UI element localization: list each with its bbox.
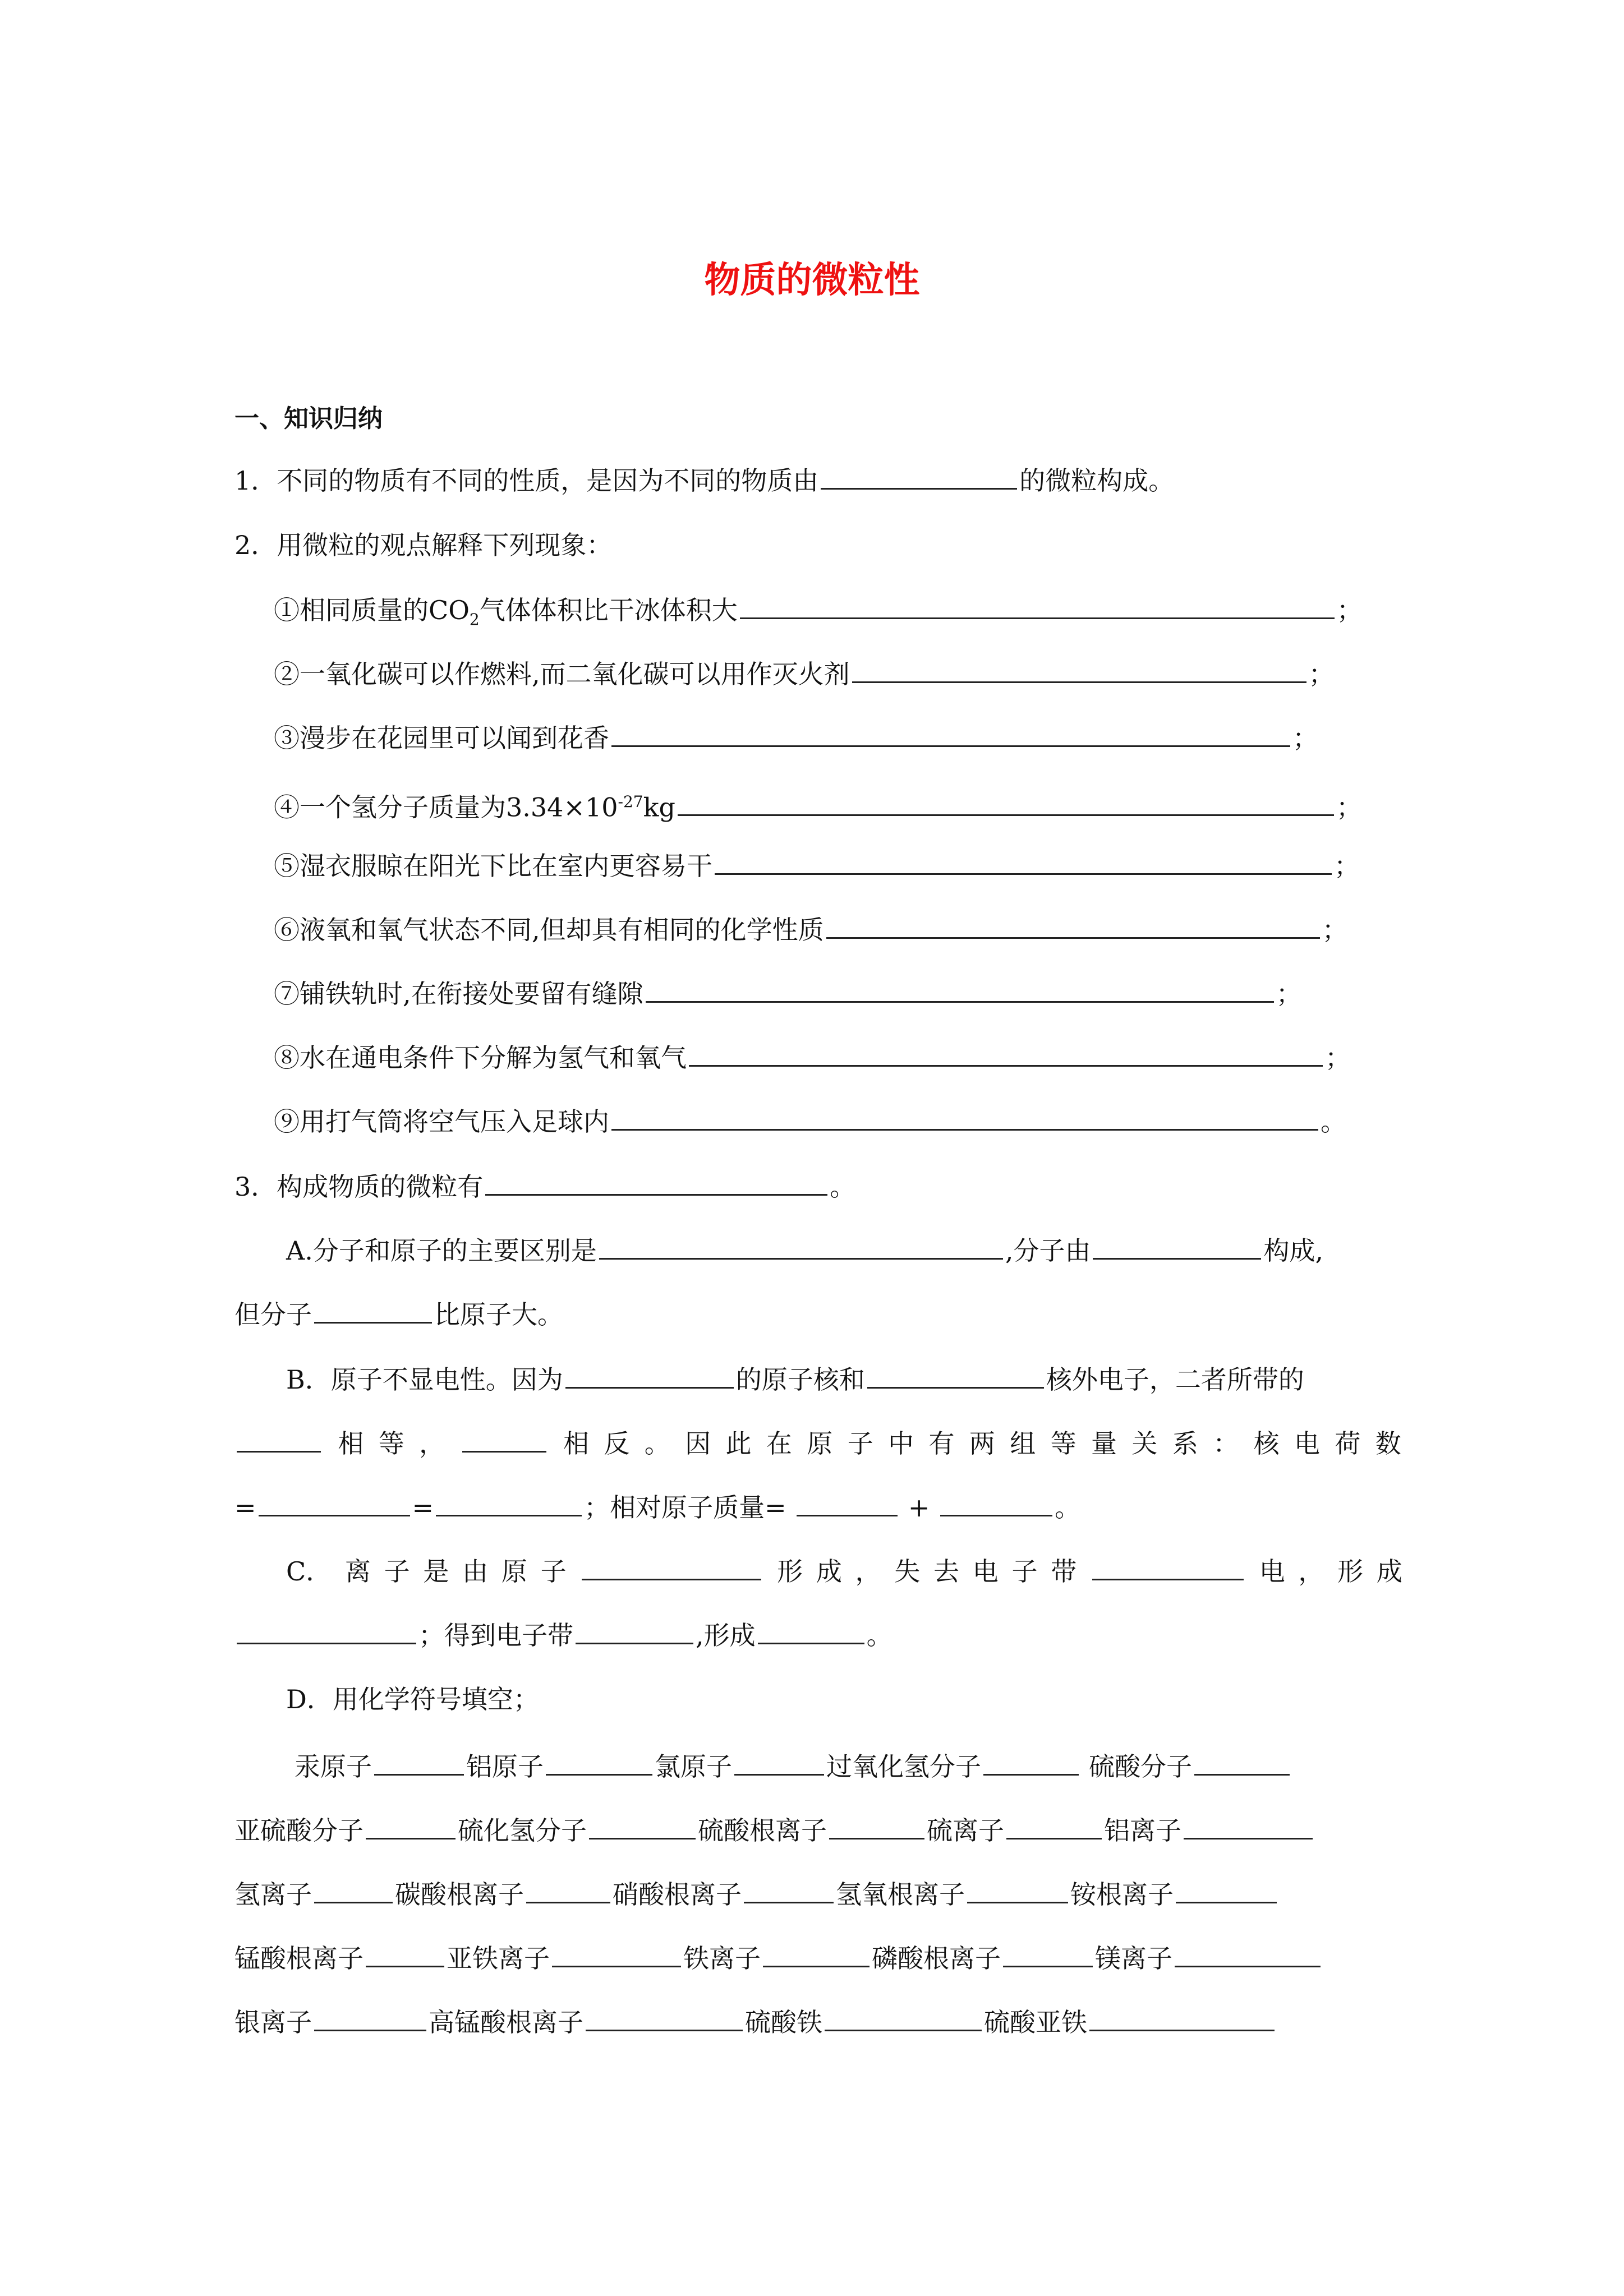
answer-blank[interactable] [1175,1942,1321,1967]
part-a-text: ,分子由 [1005,1235,1091,1266]
symbol-item [745,2002,984,2039]
char: 形 [777,1556,803,1587]
item-text: ②一氧化碳可以作燃料,而二氧化碳可以用作灭火剂 [274,659,850,689]
char: 因 [685,1428,711,1459]
char: 原 [807,1428,833,1459]
symbol-item [234,1874,395,1911]
symbol-item [872,1938,1095,1975]
q2-item-6 [274,913,1348,947]
item-label: 镁离子 [1095,1943,1172,1974]
symbol-item [1095,1938,1323,1975]
answer-blank[interactable] [967,1878,1068,1903]
char: 量 [1091,1428,1117,1459]
symbol-item [429,2002,745,2039]
q2-item-8 [274,1041,1351,1075]
unit: kg [643,792,675,823]
page-title: 物质的微粒性 [704,260,920,301]
item-label: 磷酸根离子 [872,1943,1001,1974]
char: 。 [644,1428,670,1459]
item-label: 硫酸铁 [745,2007,822,2037]
item-text: ⑦铺铁轨时,在衔接处要留有缝隙 [274,979,643,1009]
answer-blank[interactable] [825,2006,982,2031]
char: 离 [344,1556,371,1587]
char: 数 [1375,1428,1401,1459]
punct: ； [1336,792,1362,823]
part-b-text: 核外电子，二者所带的 [1046,1364,1304,1395]
question-2-lead: 2．用微粒的观点解释下列现象： [234,530,613,560]
q3-part-c-line2 [234,1619,892,1652]
item-label: 过氧化氢分子 [826,1751,981,1782]
symbol-item [826,1746,1081,1783]
item-label: 亚铁离子 [447,1943,550,1974]
answer-blank[interactable] [366,1942,444,1967]
char: 相 [563,1428,589,1459]
symbol-row-4 [234,1938,1323,1975]
item-text: 气体体积比干冰体积大 [479,595,738,625]
section-heading: 一、知识归纳 [234,404,383,433]
symbol-row-2 [234,1810,1315,1847]
char: ： [1213,1428,1239,1459]
char: 反 [604,1428,630,1459]
item-label: 硫离子 [927,1815,1004,1846]
answer-blank[interactable] [436,1491,582,1516]
question-3-lead [234,1170,855,1204]
answer-blank[interactable] [314,2006,426,2031]
punct: ； [1276,979,1302,1009]
symbol-item [613,1874,836,1911]
char: 两 [969,1428,995,1459]
answer-blank[interactable] [1093,1234,1261,1260]
answer-blank[interactable] [599,1234,1003,1260]
answer-blank[interactable] [734,1750,824,1776]
item-label: 锰酸根离子 [234,1943,364,1974]
q2-item-3 [274,721,1318,755]
part-a-text: 构成, [1263,1235,1324,1266]
part-a-text: 比原子大。 [434,1299,563,1330]
punct: ； [1322,915,1348,945]
q3-part-b-line1 [286,1363,1304,1396]
char: 带 [1051,1556,1077,1587]
item-label: 铁离子 [683,1943,761,1974]
char: 成 [816,1556,842,1587]
char: 成 [1376,1556,1402,1587]
answer-blank[interactable] [237,1427,321,1453]
char: 子 [540,1556,567,1587]
item-label: 高锰酸根离子 [429,2007,583,2037]
symbol-item [927,1810,1104,1847]
char: 电 [1259,1556,1285,1587]
symbol-item [836,1874,1070,1911]
answer-blank[interactable] [1176,1878,1277,1903]
answer-blank[interactable] [715,850,1332,875]
symbol-item [234,1938,447,1975]
part-b-text: B．原子不显电性。因为 [286,1364,563,1395]
symbol-item [234,2002,429,2039]
symbol-row-5 [234,2002,1277,2039]
char: 核 [1253,1428,1280,1459]
item-label: 硫酸根离子 [698,1815,827,1846]
answer-blank[interactable] [983,1750,1079,1776]
item-text: ⑧水在通电条件下分解为氢气和氧气 [274,1043,687,1073]
char: 形 [1337,1556,1364,1587]
answer-blank[interactable] [374,1750,464,1776]
answer-blank[interactable] [689,1041,1323,1067]
superscript: -27 [618,792,643,811]
answer-blank[interactable] [829,1814,924,1839]
char: 是 [423,1556,449,1587]
char: 电 [972,1556,999,1587]
item-label: 铵根离子 [1070,1879,1174,1910]
punct: ； [1292,723,1318,753]
punct: ； [1325,1043,1351,1073]
answer-blank[interactable] [314,1298,432,1324]
punct: ； [1308,659,1335,689]
answer-blank[interactable] [678,791,1334,816]
item-text: ⑨用打气筒将空气压入足球内 [274,1106,609,1137]
symbol-item [458,1810,698,1847]
answer-blank[interactable] [940,1491,1052,1516]
item-label: 汞原子 [295,1751,372,1782]
answer-blank[interactable] [314,1878,393,1903]
item-label: 硝酸根离子 [613,1879,742,1910]
char: ， [419,1428,445,1459]
char: 子 [384,1556,410,1587]
part-c-text: ,形成 [696,1620,756,1650]
answer-blank[interactable] [546,1750,652,1776]
q1-text: 1．不同的物质有不同的性质，是因为不同的物质由 [234,465,819,496]
symbol-item [683,1938,872,1975]
char: 电 [1294,1428,1320,1459]
q2-item-7 [274,977,1302,1011]
answer-blank[interactable] [576,1619,693,1644]
q2-item-4 [274,785,1362,823]
q2-item-5 [274,849,1360,883]
answer-blank[interactable] [586,2006,743,2031]
q3-part-d-lead: D．用化学符号填空； [286,1684,539,1714]
answer-blank[interactable] [758,1619,864,1644]
symbol-item [466,1746,655,1783]
answer-blank[interactable] [646,978,1274,1003]
item-text: ⑥液氧和氧气状态不同,但却具有相同的化学性质 [274,915,824,945]
answer-blank[interactable] [589,1814,696,1839]
answer-blank[interactable] [1194,1750,1290,1776]
char: 失 [894,1556,921,1587]
answer-blank[interactable] [744,1878,834,1903]
item-label: 硫酸亚铁 [984,2007,1087,2037]
answer-blank[interactable] [826,914,1320,939]
char: ， [1298,1556,1324,1587]
symbol-item [1070,1874,1279,1911]
formula: CO [429,595,470,625]
char: 有 [928,1428,955,1459]
char: 去 [933,1556,960,1587]
char: 关 [1131,1428,1158,1459]
q3-part-b-line2 [234,1427,1401,1460]
char: 荷 [1335,1428,1361,1459]
item-text: ⑤湿衣服晾在阳光下比在室内更容易干 [274,851,712,881]
answer-blank[interactable] [552,1942,681,1967]
item-text: ①相同质量的 [274,595,429,625]
answer-blank[interactable] [1184,1814,1313,1839]
answer-blank[interactable] [852,658,1306,683]
answer-blank[interactable] [1092,1555,1244,1580]
symbol-item [1104,1810,1315,1847]
answer-blank[interactable] [366,1814,456,1839]
char: 系 [1172,1428,1198,1459]
q3-text: 3．构成物质的微粒有 [234,1172,484,1202]
char: 中 [888,1428,914,1459]
plus: + [908,1492,930,1523]
punct: ； [1336,595,1363,625]
equals: = [412,1492,434,1523]
item-label: 铝原子 [466,1751,544,1782]
answer-blank[interactable] [740,594,1335,619]
char: C． [286,1556,332,1587]
q3-part-b-line3 [234,1491,1080,1524]
char: 原 [501,1556,527,1587]
symbol-row-1 [295,1746,1292,1783]
part-b-text: ；相对原子质量= [584,1492,786,1523]
item-label: 氢氧根离子 [836,1879,965,1910]
char: 由 [462,1556,489,1587]
char: 此 [725,1428,752,1459]
item-label: 氯原子 [655,1751,732,1782]
char: 组 [1010,1428,1036,1459]
char: 在 [766,1428,792,1459]
answer-blank[interactable] [797,1491,898,1516]
symbol-item [234,1810,458,1847]
answer-blank[interactable] [259,1491,410,1516]
q2-item-2 [274,657,1335,691]
item-label: 碳酸根离子 [395,1879,524,1910]
symbol-item [395,1874,613,1911]
number: 3.34×10 [506,792,618,823]
answer-blank[interactable] [485,1170,827,1196]
answer-blank[interactable] [821,464,1017,490]
q2-item-1 [274,593,1363,627]
answer-blank[interactable] [611,722,1290,747]
part-c-text: ；得到电子带 [418,1620,573,1650]
answer-blank[interactable] [1003,1942,1093,1967]
char: 等 [1050,1428,1076,1459]
punct: 。 [1321,1106,1346,1137]
symbol-item [447,1938,683,1975]
q1-text-end: 的微粒构成。 [1019,465,1175,496]
item-text: ③漫步在花园里可以闻到花香 [274,723,609,753]
answer-blank[interactable] [867,1363,1044,1389]
item-label: 银离子 [234,2007,312,2037]
item-label: 硫化氢分子 [458,1815,587,1846]
char: 等 [378,1428,404,1459]
symbol-item [984,2002,1277,2039]
part-b-text: 的原子核和 [735,1364,865,1395]
answer-blank[interactable] [237,1619,416,1644]
symbol-item [295,1746,466,1783]
symbol-row-3 [234,1874,1279,1911]
answer-blank[interactable] [565,1363,734,1389]
item-label: 铝离子 [1104,1815,1181,1846]
q3-part-c-line1 [286,1555,1402,1588]
q2-item-9 [274,1105,1346,1138]
part-a-text: 但分子 [234,1299,312,1330]
punct: 。 [866,1620,892,1650]
equals: = [234,1492,256,1523]
punct: 。 [830,1172,856,1202]
char: 相 [338,1428,364,1459]
char: 子 [847,1428,873,1459]
punct: ； [1334,851,1360,881]
symbol-item [1089,1746,1292,1783]
char: 子 [1011,1556,1038,1587]
q3-part-a-line1 [286,1234,1323,1267]
answer-blank[interactable] [611,1105,1318,1131]
punct: 。 [1055,1492,1081,1523]
answer-blank[interactable] [526,1878,610,1903]
answer-blank[interactable] [1006,1814,1102,1839]
symbol-item [698,1810,927,1847]
q3-part-a-line2 [234,1298,563,1331]
answer-blank[interactable] [1089,2006,1275,2031]
char: ， [855,1556,881,1587]
item-label: 氢离子 [234,1879,312,1910]
symbol-item [655,1746,826,1783]
item-label: 亚硫酸分子 [234,1815,364,1846]
answer-blank[interactable] [763,1942,869,1967]
question-1 [234,464,1174,497]
answer-blank[interactable] [582,1555,761,1580]
item-label: 硫酸分子 [1089,1751,1192,1782]
part-a-text: A.分子和原子的主要区别是 [286,1235,597,1266]
item-text: ④一个氢分子质量为 [274,792,506,823]
answer-blank[interactable] [462,1427,546,1453]
subscript: 2 [469,610,480,629]
